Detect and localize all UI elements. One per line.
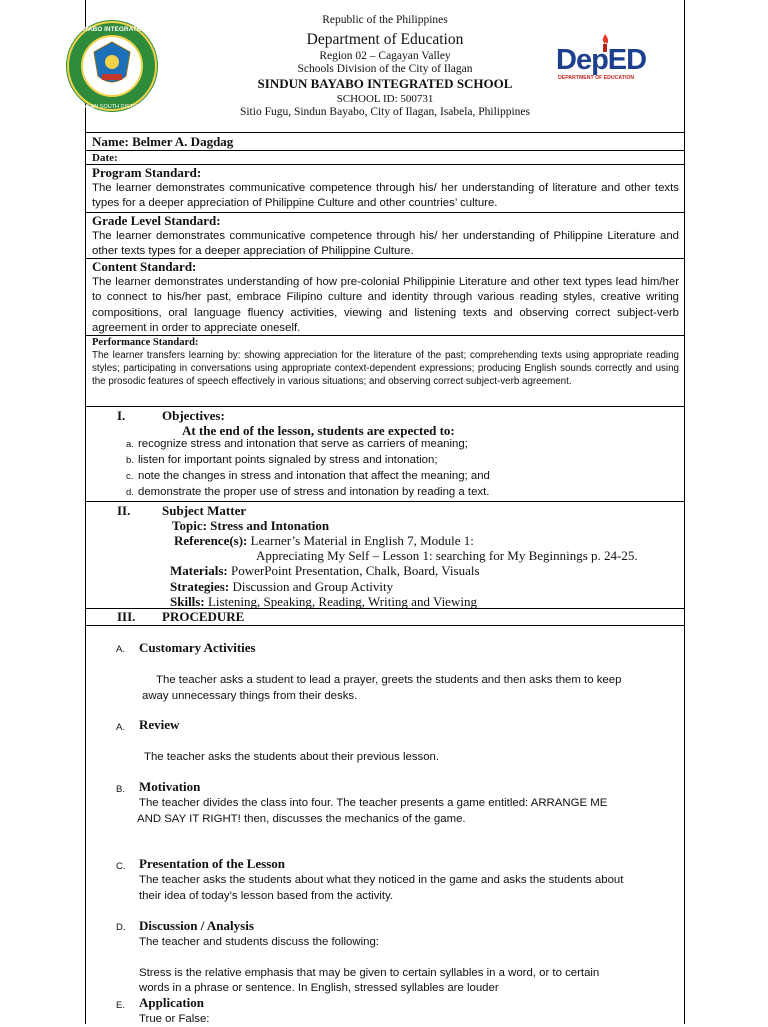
content-standard-text: The learner demonstrates understanding of how pre-colonial Philippinie Literature and other text types lead him/her to connect to his/her past, embrace Filipino culture and identity through various reading styles, creative writing compositions, oral language fluency activities, viewing and listening texts and observing correct subject-verb agreement in order to appreciate oneself. [92,276,679,335]
republic-line: Republic of the Philippines [322,14,448,26]
name-label: Name: Belmer A. Dagdag [92,134,234,149]
date-row [86,151,684,165]
section-title: Customary Activities [139,640,256,655]
section-text: their idea of today’s lesson based from the activity. [139,890,394,902]
reference-label: Reference(s): [174,533,248,548]
strategies-text: Discussion and Group Activity [229,579,394,594]
section-letter: C. [116,861,126,872]
division-line: Schools Division of the City of Ilagan [297,63,473,75]
section-text: The teacher asks the students about their previous lesson. [144,751,440,763]
section-letter: D. [116,922,126,933]
skills-label: Skills: [170,594,205,609]
program-standard-label: Program Standard: [92,165,202,180]
section-text: The teacher divides the class into four. The teacher presents a game entitled: ARRANGE ME [139,797,608,809]
section-title: Motivation [139,779,201,794]
materials-text: PowerPoint Presentation, Chalk, Board, Visuals [227,563,480,578]
materials-label: Materials: [170,563,228,578]
document-header [48,0,684,133]
subject-matter-numeral: II. [117,503,131,518]
strategies-label: Strategies: [170,579,230,594]
procedure-body [86,627,684,1024]
strategies-line [170,579,393,595]
content-standard-label: Content Standard: [92,259,197,274]
objective-letter: b. [126,455,134,466]
section-title: Application [139,995,205,1010]
program-standard-text: The learner demonstrates communicative competence through his/ her understanding of literature and other texts types for a deeper appreciation of Philippine Culture and other countries’ culture. [92,182,679,210]
objective-item: listen for important points signaled by stress and intonation; [138,454,438,466]
region-line: Region 02 – Cagayan Valley [319,50,451,62]
grade-level-standard-label: Grade Level Standard: [92,213,221,228]
objectives-title: Objectives: [162,408,225,423]
section-text: words in a phrase or sentence. In English, stressed syllables are louder [139,982,499,994]
objectives-numeral: I. [117,408,126,423]
school-name: SINDUN BAYABO INTEGRATED SCHOOL [257,76,513,91]
section-text: The teacher asks the students about what they noticed in the game and asks the students about [139,874,624,886]
department-line: Department of Education [306,31,464,48]
deped-sub: DEPARTMENT OF EDUCATION [558,75,635,81]
deped-wordmark: DepED [556,44,647,76]
procedure-header-row [86,609,684,626]
section-text: Stress is the relative emphasis that may be given to certain syllables in a word, or to certain [139,967,600,979]
school-address: Sitio Fugu, Sindun Bayabo, City of Ilagan, Isabela, Philippines [239,106,531,118]
deped-logo [556,40,666,86]
objective-letter: c. [126,471,134,482]
reference-line-2: Appreciating My Self – Lesson 1: searching for My Beginnings p. 24-25. [256,548,638,563]
skills-text: Listening, Speaking, Reading, Writing and Viewing [204,594,477,609]
section-title: Discussion / Analysis [139,918,254,933]
performance-standard-row [86,336,684,407]
subject-matter-title: Subject Matter [162,503,247,518]
name-row [86,133,684,151]
objective-letter: d. [126,487,134,498]
skills-line [170,594,477,610]
section-letter: A. [116,722,125,733]
seal-top-text: SINDUN BAYABO INTEGRATED SCHOOL [48,26,176,33]
subject-matter-row [86,502,684,609]
grade-level-standard-text: The learner demonstrates communicative competence through his/ her understanding of Philippine Literature and other texts types for a deeper appreciation of Philippine Culture. [92,230,679,258]
grade-level-standard-row [86,213,684,259]
reference-text: Learner’s Material in English 7, Module 1: [247,533,474,548]
objective-item: demonstrate the proper use of stress and intonation by reading a text. [138,486,490,498]
reference-line [174,533,474,549]
section-letter: A. [116,644,125,655]
section-text: AND SAY IT RIGHT! then, discusses the mechanics of the game. [137,813,466,825]
section-text: away unnecessary things from their desks. [142,690,358,702]
procedure-title: PROCEDURE [162,609,245,624]
objective-letter: a. [126,439,134,450]
objective-item: recognize stress and intonation that serve as carriers of meaning; [138,438,468,450]
section-text: True or False: [139,1013,210,1025]
school-id: SCHOOL ID: 500731 [336,93,434,105]
section-text: The teacher asks a student to lead a prayer, greets the students and then asks them to keep [156,674,622,686]
performance-standard-text: The learner transfers learning by: showing appreciation for the literature of the past; comprehending texts using appropriate reading styles; participating in conversations using appropriate context-dependent expressions; producing English sounds correctly and using the prosodic features of speech effectively in various situations; and observing correct subject-verb agreement. [92,350,679,388]
section-letter: B. [116,784,125,795]
section-title: Presentation of the Lesson [139,856,286,871]
date-label: Date: [92,152,118,164]
section-text: The teacher and students discuss the following: [139,936,379,948]
program-standard-row [86,165,684,213]
materials-line [170,563,480,579]
objectives-intro: At the end of the lesson, students are expected to: [182,423,455,438]
objectives-row [86,407,684,502]
lesson-plan-page [48,0,685,1025]
content-standard-row [86,259,684,336]
topic-line: Topic: Stress and Intonation [172,518,330,533]
procedure-numeral: III. [117,609,136,624]
seal-bottom-text: ILAGAN SOUTH DISTRICT [78,104,146,110]
performance-standard-label: Performance Standard: [92,337,199,348]
section-title: Review [139,717,180,732]
objective-item: note the changes in stress and intonation that affect the meaning; and [138,470,490,482]
section-letter: E. [116,1000,125,1011]
